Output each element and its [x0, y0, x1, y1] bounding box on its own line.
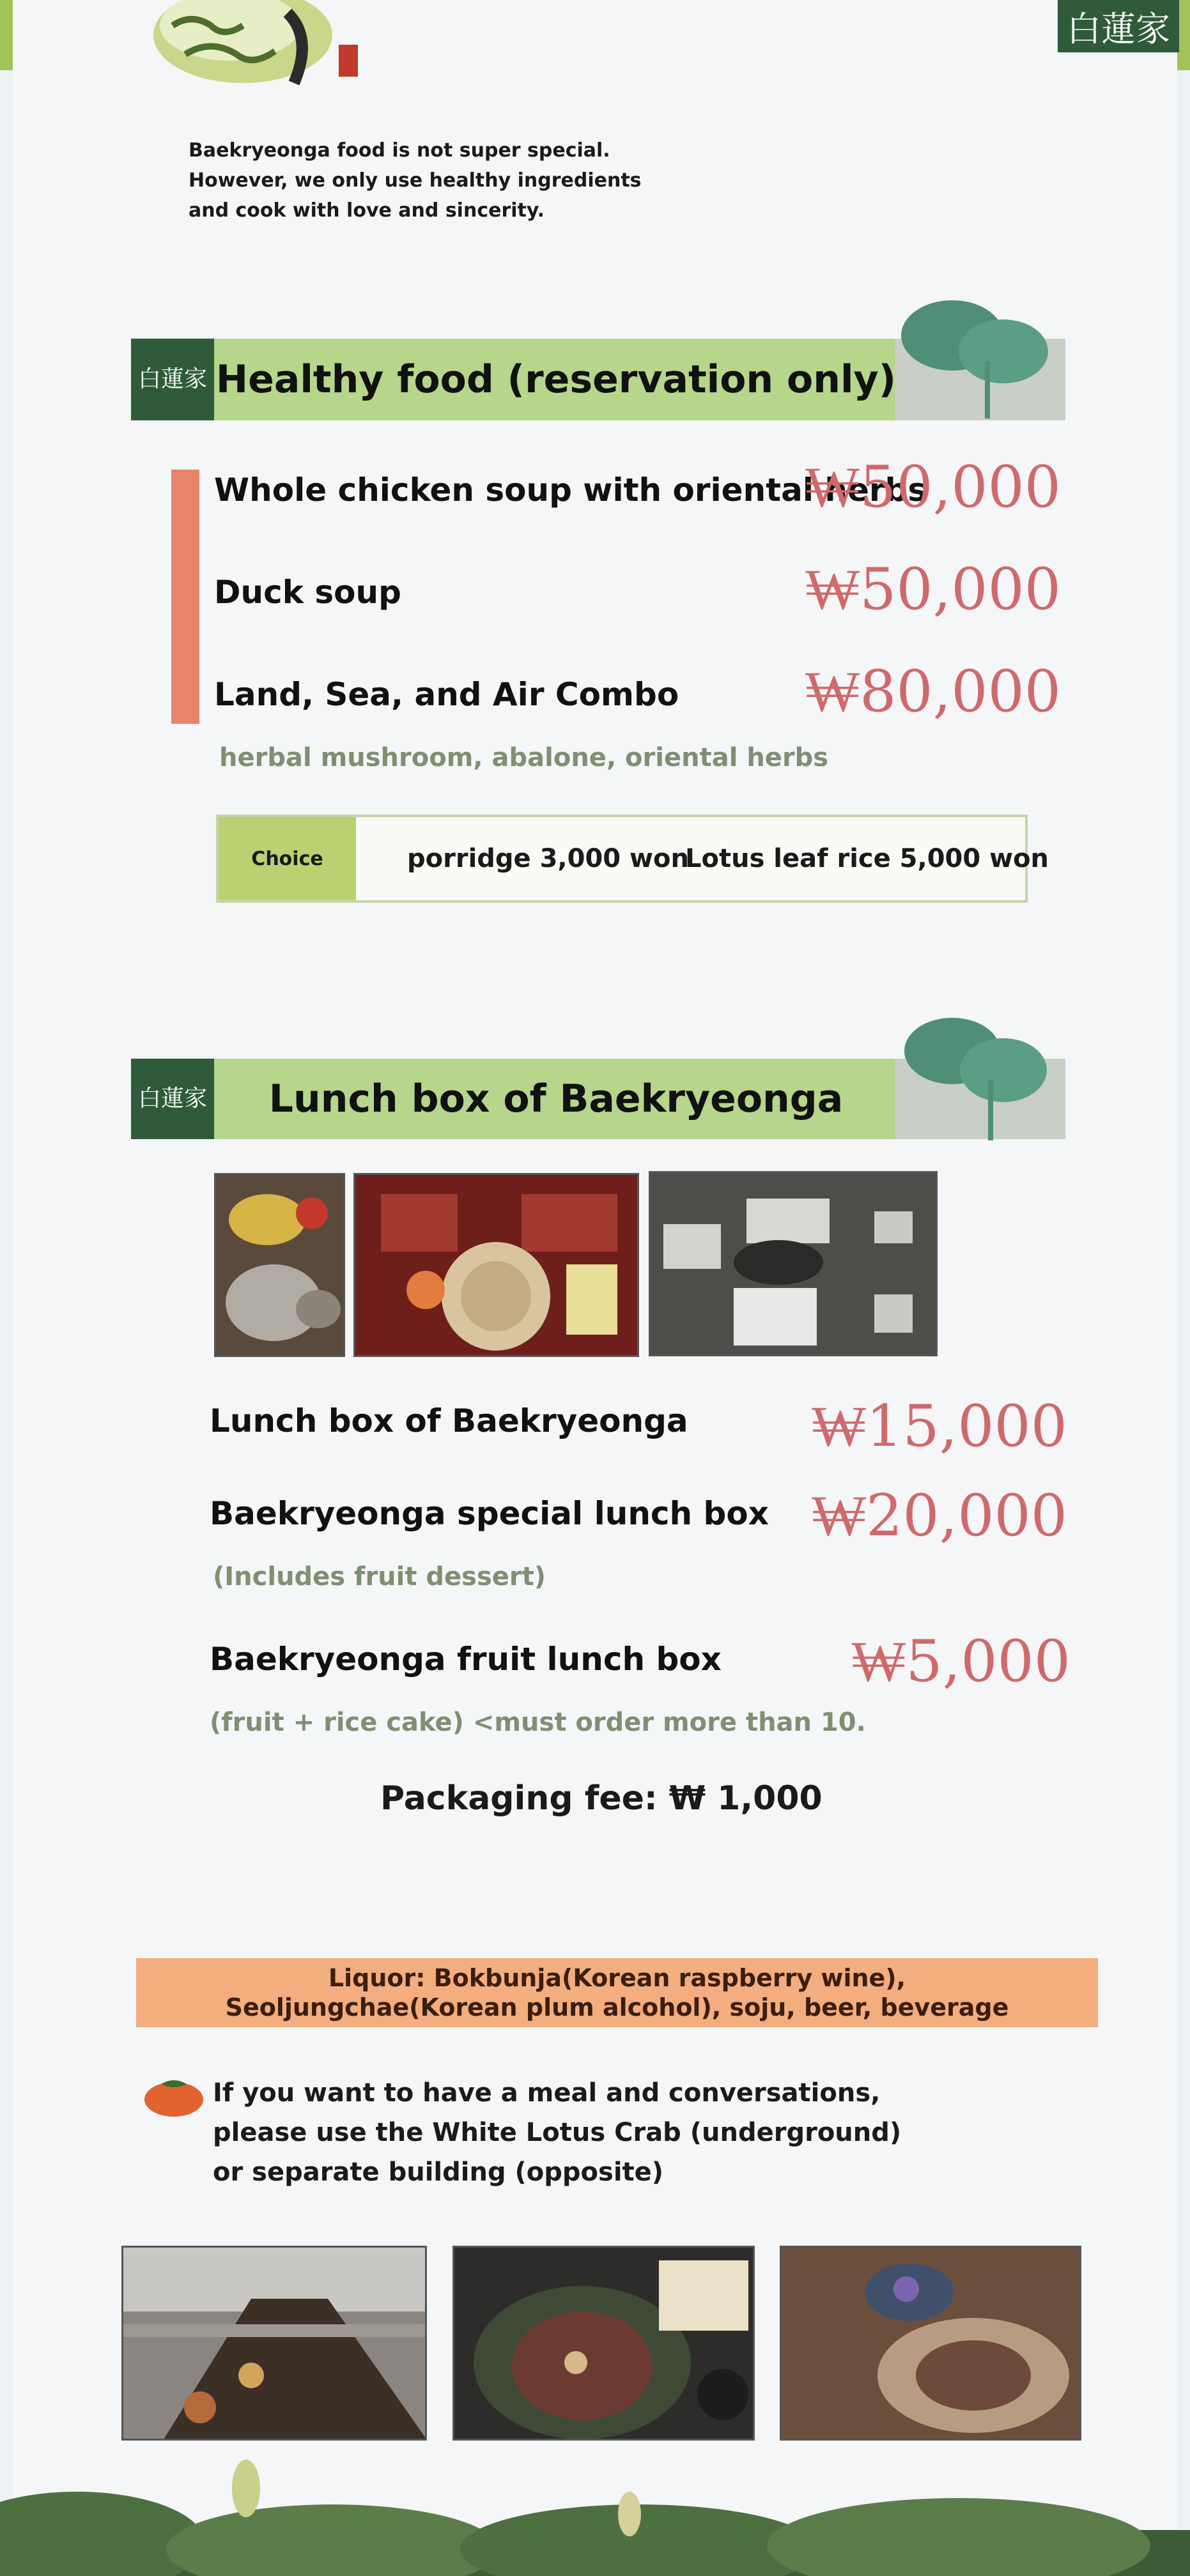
choice-label: Choice — [219, 817, 356, 900]
section-seal: 白蓮家 — [131, 339, 214, 420]
intro-text — [189, 135, 642, 226]
persimmon-icon — [142, 2075, 206, 2117]
conversation-line: please use the White Lotus Crab (underground) — [213, 2118, 902, 2147]
menu-item-name: Land, Sea, and Air Combo — [214, 676, 679, 713]
lunch-box-photo — [214, 1173, 345, 1357]
liquor-line: Liquor: Bokbunja(Korean raspberry wine), — [328, 1964, 906, 1992]
corner-seal: 白蓮家 — [1058, 0, 1179, 52]
accent-bar — [171, 470, 199, 724]
item-note: (fruit + rice cake) <must order more than 10. — [210, 1708, 866, 1737]
menu-item-price: ₩50,000 — [805, 454, 1061, 521]
packaging-fee: Packaging fee: ₩ 1,000 — [380, 1779, 823, 1818]
menu-item-price: ₩80,000 — [805, 658, 1061, 725]
section-seal: 白蓮家 — [131, 1059, 214, 1139]
restaurant-logo — [147, 0, 390, 102]
menu-item-name: Baekryeonga special lunch box — [210, 1495, 769, 1532]
menu-item-name: Lunch box of Baekryeonga — [210, 1402, 688, 1439]
menu-item-price: ₩5,000 — [851, 1628, 1070, 1695]
menu-item-name: Whole chicken soup with oriental herbs — [214, 471, 927, 509]
intro-line: However, we only use healthy ingredients — [189, 169, 642, 192]
lotus-dish-photo — [780, 2246, 1081, 2441]
dining-room-photo — [121, 2246, 427, 2441]
lotus-leaf-icon — [892, 291, 1058, 418]
menu-item-price: ₩50,000 — [805, 556, 1061, 623]
item-note: (Includes fruit dessert) — [213, 1562, 546, 1591]
intro-line: and cook with love and sincerity. — [189, 199, 545, 222]
lunch-box-photo — [649, 1171, 938, 1356]
conversation-note — [213, 2073, 901, 2192]
menu-item-name: Baekryeonga fruit lunch box — [210, 1641, 722, 1678]
menu-item-name: Duck soup — [214, 574, 401, 611]
liquor-band — [136, 1958, 1098, 2027]
conversation-line: or separate building (opposite) — [213, 2158, 664, 2187]
lotus-rice-photo — [452, 2246, 755, 2441]
lunch-box-photo — [353, 1173, 639, 1357]
choice-option: porridge 3,000 won — [407, 844, 689, 873]
choice-option: Lotus leaf rice 5,000 won — [685, 844, 1049, 873]
menu-item-price: ₩20,000 — [812, 1482, 1067, 1549]
item-note: herbal mushroom, abalone, oriental herbs — [219, 743, 829, 772]
lotus-leaf-icon — [895, 1006, 1061, 1140]
lotus-leaves-decoration — [0, 2453, 1190, 2576]
section-title: Lunch box of Baekryeonga — [268, 1077, 844, 1121]
choice-box — [216, 815, 1049, 903]
section-title: Healthy food (reservation only) — [215, 357, 897, 402]
conversation-line: If you want to have a meal and conversations, — [213, 2078, 881, 2108]
intro-line: Baekryeonga food is not super special. — [189, 139, 610, 162]
menu-item-price: ₩15,000 — [812, 1393, 1067, 1460]
liquor-line: Seoljungchae(Korean plum alcohol), soju, beer, beverage — [225, 1993, 1009, 2021]
